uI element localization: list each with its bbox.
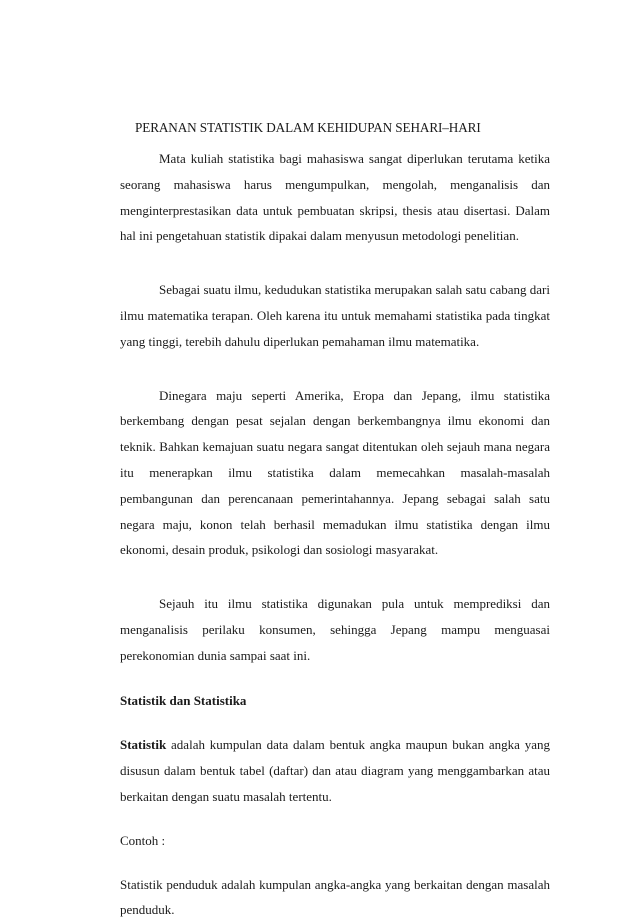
definition-term: Statistik bbox=[120, 737, 167, 753]
definition-text: adalah kumpulan data dalam bentuk angka maupun bukan angka yang disusun dalam bentuk tabel (daftar) dan atau diagram yang menggambarkan atau berkaitan dengan suatu masalah tertentu. bbox=[120, 737, 550, 804]
example-text: Statistik penduduk adalah kumpulan angka-angka yang berkaitan dengan masalah penduduk. bbox=[120, 876, 550, 918]
section-heading: Statistik dan Statistika bbox=[120, 692, 247, 708]
definition-paragraph bbox=[120, 732, 550, 809]
paragraph-3: Dinegara maju seperti Amerika, Eropa dan Jepang, ilmu statistika berkembang dengan pesat sejalan dengan berkembangnya ilmu ekonomi dan teknik. Bahkan kemajuan suatu negara sangat ditentukan oleh sejauh mana negara itu menerapkan ilmu statistika dalam memecahkan masalah-masalah pembangunan dan perencanaan pemerintahannya. Jepang sebagai salah satu negara maju, konon telah berhasil memadukan ilmu statistika dengan ilmu ekonomi, desain produk, psikologi dan sosiologi masyarakat. bbox=[120, 387, 550, 558]
paragraph-2: Sebagai suatu ilmu, kedudukan statistika merupakan salah satu cabang dari ilmu matematika terapan. Oleh karena itu untuk memahami statistika pada tingkat yang tinggi, terebih dahulu diperlukan pemahaman ilmu matematika. bbox=[120, 282, 550, 349]
document-body bbox=[120, 146, 550, 923]
paragraph-4: Sejauh itu ilmu statistika digunakan pula untuk memprediksi dan menganalisis perilaku konsumen, sehingga Jepang mampu menguasai perekonomian dunia sampai saat ini. bbox=[120, 596, 550, 663]
example-label: Contoh : bbox=[120, 832, 166, 848]
document-title: PERANAN STATISTIK DALAM KEHIDUPAN SEHARI–HARI bbox=[135, 120, 481, 135]
paragraph-1: Mata kuliah statistika bagi mahasiswa sangat diperlukan terutama ketika seorang mahasiswa harus mengumpulkan, mengolah, menganalisis dan menginterprestasikan data untuk pembuatan skripsi, thesis atau disertasi. Dalam hal ini pengetahuan statistik dipakai dalam menyusun metodologi penelitian. bbox=[120, 151, 550, 244]
